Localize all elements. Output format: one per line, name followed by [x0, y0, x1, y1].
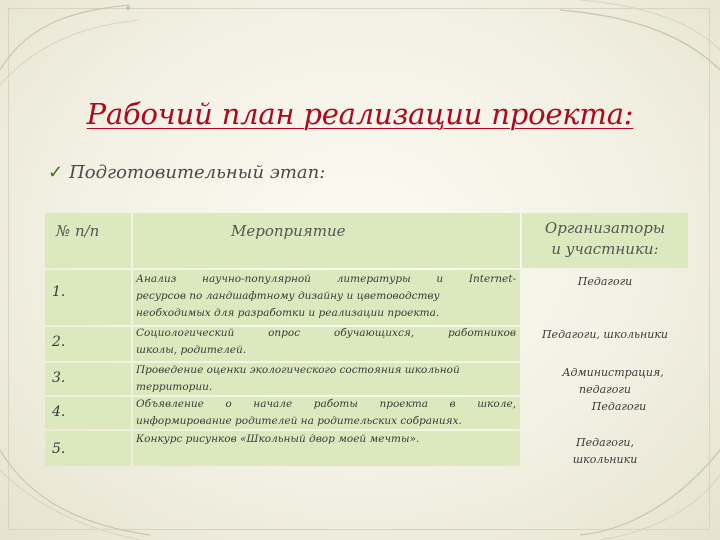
- organizer-line: Педагоги: [577, 275, 633, 288]
- page-title: Рабочий план реализации проекта:: [86, 97, 634, 131]
- row-number: 3.: [52, 370, 66, 386]
- event-line: необходимых для разработки и реализации проекта.: [136, 307, 440, 319]
- organizer-line: Педагоги,: [576, 436, 634, 449]
- event-line: Объявление о начале работы проекта в школе,: [136, 398, 516, 410]
- event-line: Социологический опрос обучающихся, работников: [136, 327, 516, 339]
- stage-label: Подготовительный этап:: [69, 162, 326, 183]
- checkmark-icon: ✓: [48, 162, 64, 183]
- header-event: Мероприятие: [231, 222, 346, 240]
- event-line: Конкурс рисунков «Школьный двор моей мечты».: [136, 433, 420, 445]
- row-number: 5.: [52, 441, 66, 457]
- header-num: № п/п: [56, 222, 100, 240]
- event-line: территории.: [136, 381, 213, 393]
- organizer-line: Педагоги, школьники: [541, 328, 669, 341]
- organizer-line: педагоги: [579, 383, 631, 396]
- event-line: информирование родителей на родительских собраниях.: [136, 415, 462, 427]
- organizer-line: Педагоги: [591, 400, 647, 413]
- event-line: ресурсов по ландшафтному дизайну и цветоводству: [136, 290, 440, 302]
- row-number: 1.: [52, 284, 66, 300]
- event-line: Проведение оценки экологического состояния школьной: [136, 364, 460, 376]
- header-org-line1: Организаторы: [544, 219, 666, 237]
- event-line: Анализ научно-популярной литературы и Internet-: [136, 273, 516, 285]
- row-number: 4.: [52, 404, 66, 420]
- row-number: 2.: [52, 334, 66, 350]
- organizer-line: Администрация,: [562, 366, 664, 379]
- event-line: школы, родителей.: [136, 344, 247, 356]
- organizer-line: школьники: [572, 453, 638, 466]
- header-org-line2: и участники:: [551, 240, 659, 258]
